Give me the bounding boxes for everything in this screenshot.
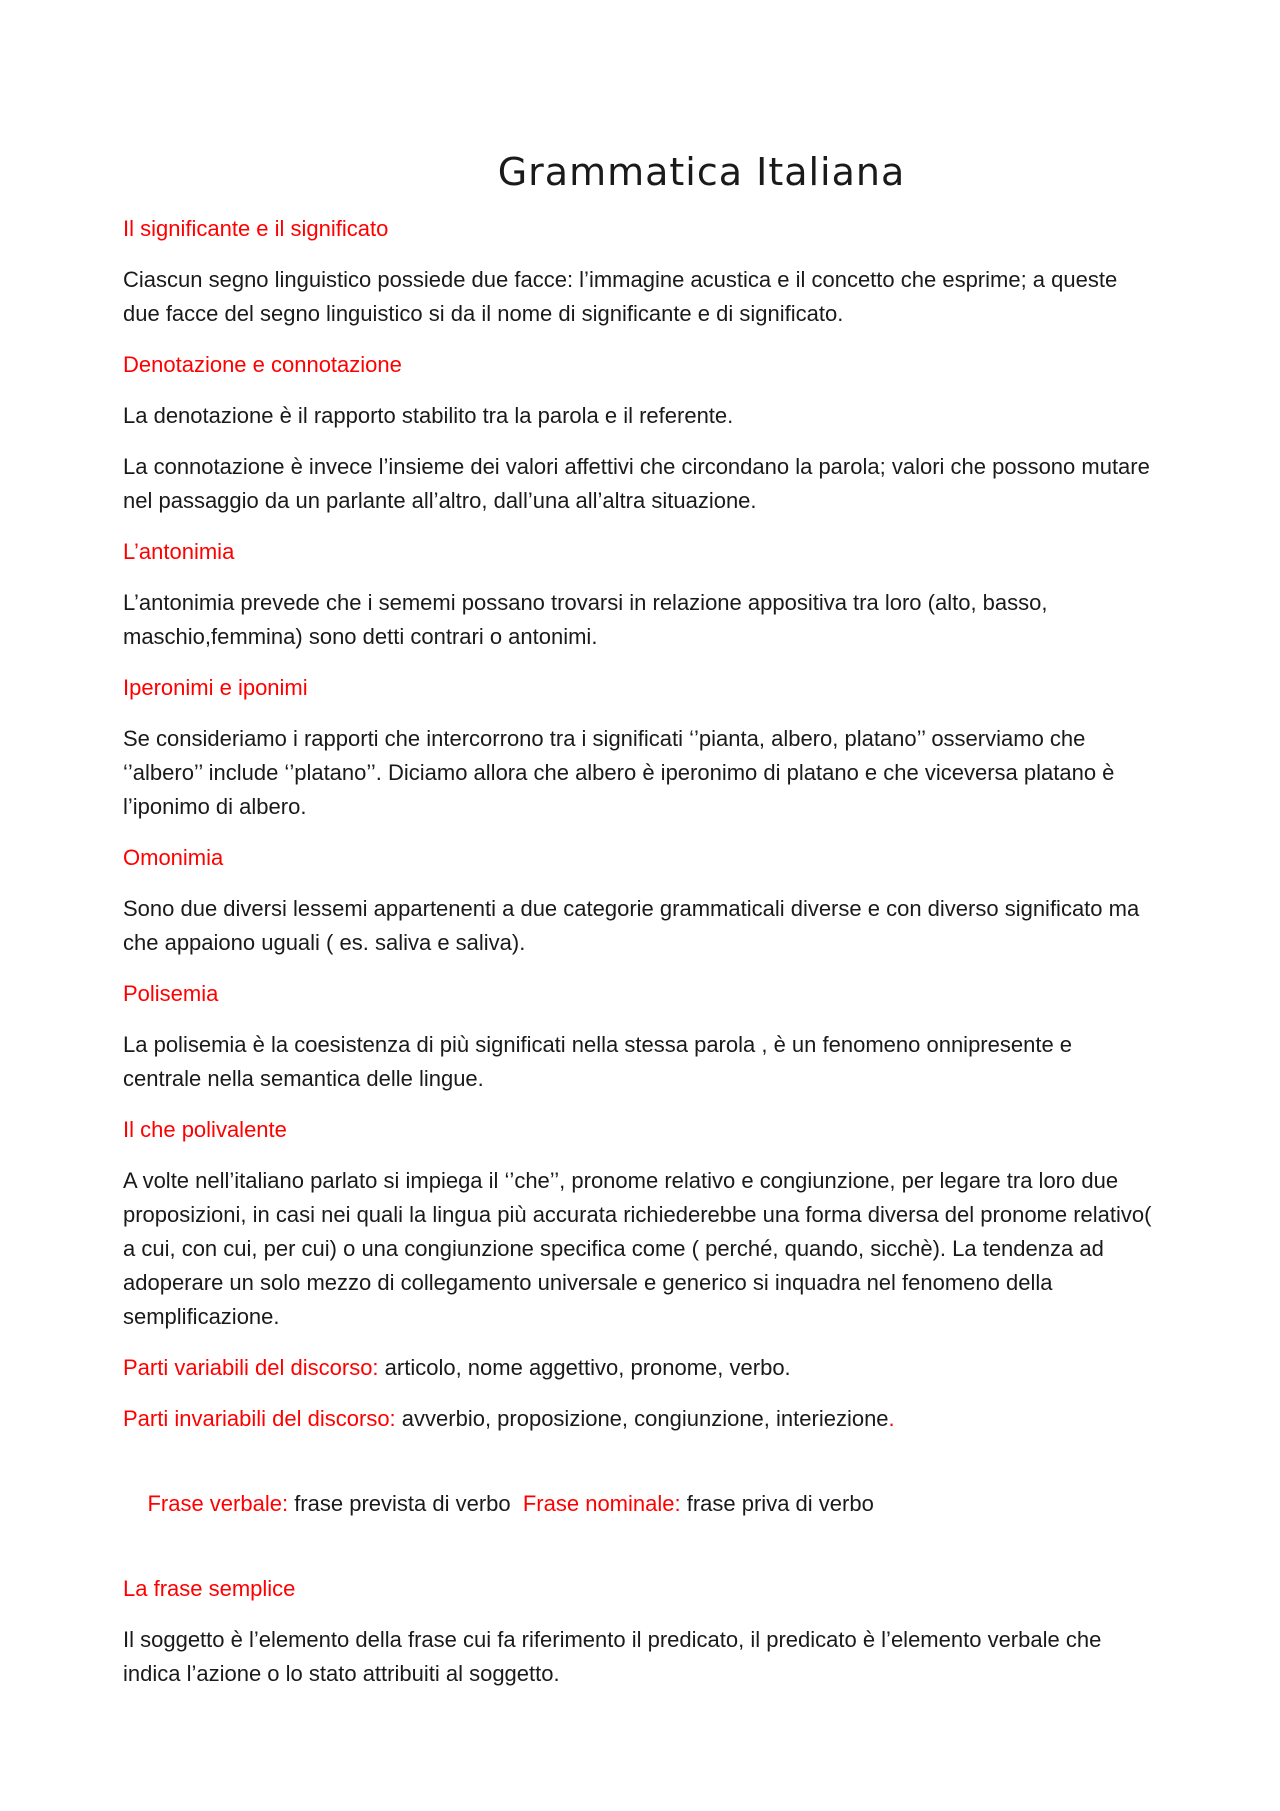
section-heading: L’antonimia	[123, 539, 235, 564]
parti-invariabili-label: Parti invariabili del discorso:	[123, 1406, 396, 1431]
section-paragraph: A volte nell’italiano parlato si impiega il ‘’che’’, pronome relativo e congiunzione, per legare tra loro due proposizioni, in casi nei quali la lingua più accurata richiederebbe una forma diversa del pronome relativo( a cui, con cui, per cui) o una congiunzione specifica come ( perché, quando, sicchè). La tendenza ad adoperare un solo mezzo di collegamento universale e generico si inquadra nel fenomeno della semplificazione.	[123, 1168, 1152, 1329]
section-paragraph: Sono due diversi lessemi appartenenti a due categorie grammaticali diverse e con diverso significato ma che appaiono uguali ( es. saliva e saliva).	[123, 896, 1140, 955]
page-title: Grammatica Italiana	[497, 150, 906, 194]
section-paragraph: Se consideriamo i rapporti che intercorrono tra i significati ‘’pianta, albero, platano’’ osserviamo che ‘’albero’’ include ‘’platano’’. Diciamo allora che albero è iperonimo di platano e che viceversa platano è l’iponimo di albero.	[123, 726, 1115, 819]
parti-variabili-label: Parti variabili del discorso:	[123, 1355, 379, 1380]
section-paragraph: La connotazione è invece l’insieme dei valori affettivi che circondano la parola; valori che possono mutare nel passaggio da un parlante all’altro, dall’una all’altra situazione.	[123, 454, 1150, 513]
section-heading: Iperonimi e iponimi	[123, 675, 308, 700]
frase-nominale-text: frase priva di verbo	[680, 1491, 874, 1516]
frase-nominale-label: Frase nominale:	[522, 1491, 681, 1516]
section-heading: Polisemia	[123, 981, 219, 1006]
parti-variabili-text: articolo, nome aggettivo, pronome, verbo.	[378, 1355, 791, 1380]
frase-verbale-text: frase prevista di verbo	[288, 1491, 523, 1516]
section-paragraph: Ciascun segno linguistico possiede due facce: l’immagine acustica e il concetto che esprime; a queste due facce del segno linguistico si da il nome di significante e di significato.	[123, 267, 1118, 326]
section-heading: La frase semplice	[123, 1576, 296, 1601]
section-heading: Il significante e il significato	[123, 216, 389, 241]
section-heading: Omonimia	[123, 845, 224, 870]
frasi-line	[123, 1453, 1152, 1555]
parti-variabili-line	[123, 1351, 1152, 1385]
section-paragraph: La polisemia è la coesistenza di più significati nella stessa parola , è un fenomeno onnipresente e centrale nella semantica delle lingue.	[123, 1032, 1073, 1091]
section-heading: Denotazione e connotazione	[123, 352, 402, 377]
frase-verbale-label: Frase verbale:	[147, 1491, 289, 1516]
section-heading: Il che polivalente	[123, 1117, 287, 1142]
parti-invariabili-line	[123, 1402, 1152, 1436]
parti-invariabili-end: .	[888, 1406, 895, 1431]
section-paragraph: Il soggetto è l’elemento della frase cui fa riferimento il predicato, il predicato è l’elemento verbale che indica l’azione o lo stato attribuiti al soggetto.	[123, 1627, 1102, 1686]
section-paragraph: L’antonimia prevede che i sememi possano trovarsi in relazione appositiva tra loro (alto, basso, maschio,femmina) sono detti contrari o antonimi.	[123, 590, 1048, 649]
section-paragraph: La denotazione è il rapporto stabilito tra la parola e il referente.	[123, 403, 734, 428]
parti-invariabili-text: avverbio, proposizione, congiunzione, interiezione	[395, 1406, 889, 1431]
